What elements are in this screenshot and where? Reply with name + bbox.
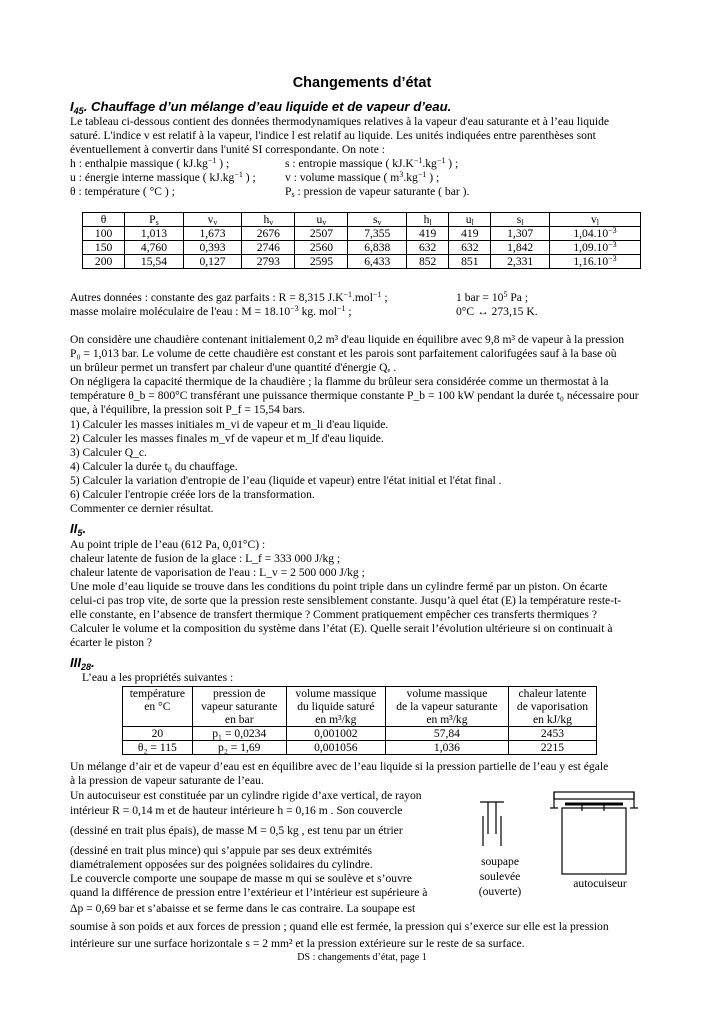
table-cell: 852 <box>407 255 449 269</box>
table-cell: 0,127 <box>183 255 242 269</box>
table-cell: 57,84 <box>385 727 508 741</box>
table-cell: 0,393 <box>183 241 242 255</box>
water-properties-table <box>122 686 597 755</box>
table-cell: $1,04.10^{-3}$ <box>549 227 640 241</box>
section-3-heading: $III_{28}$. <box>70 655 95 672</box>
table-cell: 6,838 <box>348 241 407 255</box>
table-cell: 15,54 <box>125 255 184 269</box>
valve-caption: soupape soulevée (ouverte) <box>478 855 522 898</box>
table-cell: p₂ = 1,69 <box>192 741 286 755</box>
table-cell: 2453 <box>508 727 596 741</box>
table-cell: 419 <box>449 227 491 241</box>
table-cell: θ₂ = 115 <box>123 741 193 755</box>
table-header-cell: chaleur latente de vaporisation en kJ/kg <box>508 687 596 727</box>
table-cell: 1,036 <box>385 741 508 755</box>
table-header-cell: volume massique de la vapeur saturante en m³/kg <box>385 687 508 727</box>
table-row <box>83 255 641 269</box>
table-header-cell: θ <box>83 213 125 227</box>
steam-data-table <box>82 212 641 269</box>
section-3-intro: L’eau a les propriétés suivantes : <box>82 671 234 684</box>
table-cell: 2676 <box>242 227 295 241</box>
table-header-cell: température en °C <box>123 687 193 727</box>
table-cell: 2,331 <box>491 255 550 269</box>
table-cell: 200 <box>83 255 125 269</box>
table-cell: 0,001002 <box>286 727 385 741</box>
table-header-cell: $u_l$ <box>449 213 491 227</box>
table-header-row <box>123 687 597 727</box>
table-cell: 150 <box>83 241 125 255</box>
table-cell: $1,16.10^{-3}$ <box>549 255 640 269</box>
table-header-cell: $P_s$ <box>125 213 184 227</box>
table-cell: 2215 <box>508 741 596 755</box>
table-cell: 1,013 <box>125 227 184 241</box>
section-2-heading: $II_5$. <box>70 521 87 538</box>
page-title: Changements d’état <box>292 75 432 91</box>
table-header-cell: pression de vapeur saturante en bar <box>192 687 286 727</box>
table-header-cell: $v_v$ <box>183 213 242 227</box>
table-cell: p₁ = 0,0234 <box>192 727 286 741</box>
table-header-cell: $h_l$ <box>407 213 449 227</box>
table-cell: 2793 <box>242 255 295 269</box>
table-cell: 7,355 <box>348 227 407 241</box>
table-cell: 851 <box>449 255 491 269</box>
table-row <box>123 741 597 755</box>
table-cell: $1,09.10^{-3}$ <box>549 241 640 255</box>
table-header-cell: volume massique du liquide saturé en m³/kg <box>286 687 385 727</box>
table-cell: 2560 <box>295 241 348 255</box>
table-header-cell: $s_l$ <box>491 213 550 227</box>
table-header-row <box>83 213 641 227</box>
table-cell: 632 <box>407 241 449 255</box>
table-cell: 100 <box>83 227 125 241</box>
table-cell: 2746 <box>242 241 295 255</box>
table-row <box>83 241 641 255</box>
table-cell: 4,760 <box>125 241 184 255</box>
table-header-cell: $s_v$ <box>348 213 407 227</box>
table-cell: 2507 <box>295 227 348 241</box>
table-cell: 1,673 <box>183 227 242 241</box>
table-cell: 20 <box>123 727 193 741</box>
cooker-caption: autocuiseur <box>573 877 627 890</box>
table-row <box>123 727 597 741</box>
page-footer: DS : changements d’état, page 1 <box>297 952 427 963</box>
table-cell: 2595 <box>295 255 348 269</box>
table-cell: 1,307 <box>491 227 550 241</box>
table-header-cell: $h_v$ <box>242 213 295 227</box>
table-cell: 6,433 <box>348 255 407 269</box>
table-header-cell: $u_v$ <box>295 213 348 227</box>
table-cell: 0,001056 <box>286 741 385 755</box>
table-header-cell: $v_l$ <box>549 213 640 227</box>
section-1-heading: $I_{45}$. Chauffage d’un mélange d’eau liquide et de vapeur d’eau. <box>70 99 452 116</box>
table-cell: 419 <box>407 227 449 241</box>
table-row <box>83 227 641 241</box>
cooker-drawing <box>550 792 638 874</box>
valve-drawing <box>480 802 504 846</box>
table-cell: 632 <box>449 241 491 255</box>
table-cell: 1,842 <box>491 241 550 255</box>
